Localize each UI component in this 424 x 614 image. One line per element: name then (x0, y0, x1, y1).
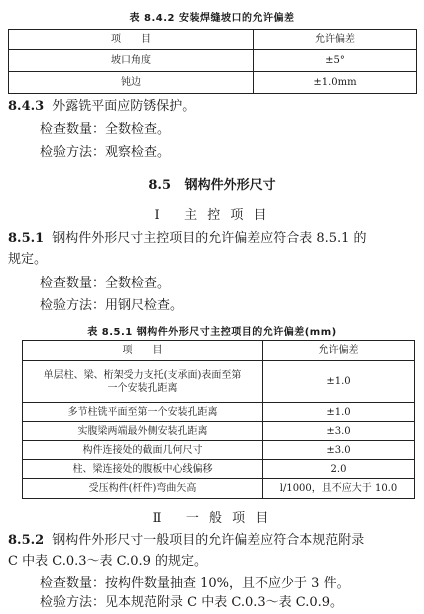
table-row (23, 479, 415, 499)
section-heading (0, 175, 424, 197)
row-item: 实腹梁两端最外侧安装孔距离 (23, 422, 263, 441)
part-title: 主 控 项 目 (184, 208, 270, 223)
clause-text: 钢构件外形尺寸一般项目的允许偏差应符合本规范附录 (52, 533, 365, 548)
row-tolerance: ±3.0 (263, 422, 415, 441)
clause-number: 8.4.3 (8, 99, 45, 114)
clause-851 (8, 228, 416, 250)
clause-number: 8.5.1 (8, 231, 45, 246)
clause-852-check-method: 检验方法：见本规范附录 C 中表 C.0.3～表 C.0.9。 (40, 595, 344, 610)
table-row (9, 50, 417, 72)
table-851-caption: 表 8.5.1 钢构件外形尺寸主控项目的允许偏差(mm) (87, 327, 337, 338)
row-item: 单层柱、梁、桁架受力支托(支承面)表面至第一个安装孔距离 (23, 361, 263, 403)
table-row (9, 72, 417, 94)
part-numeral: Ⅱ (152, 511, 165, 526)
table-row (23, 441, 415, 460)
table-row (23, 361, 415, 403)
section-number: 8.5 (148, 178, 172, 193)
table-row (23, 460, 415, 479)
table-842 (8, 29, 417, 94)
header-tolerance: 允许偏差 (263, 341, 415, 361)
header-tolerance: 允许偏差 (254, 30, 417, 50)
clause-843-check-method: 检验方法：观察检查。 (40, 145, 171, 160)
row-item: 多节柱铣平面至第一个安装孔距离 (23, 403, 263, 422)
row-item: 柱、梁连接处的腹板中心线偏移 (23, 460, 263, 479)
clause-852 (8, 530, 416, 552)
clause-852-check-quantity: 检查数量：按构件数量抽查 10%，且不应少于 3 件。 (40, 576, 350, 591)
table-header-row (9, 30, 417, 50)
part-heading (0, 508, 424, 530)
part-title: 一 般 项 目 (185, 511, 272, 526)
row-item: 构件连接处的截面几何尺寸 (23, 441, 263, 460)
clause-text: 钢构件外形尺寸主控项目的允许偏差应符合表 8.5.1 的 (52, 231, 367, 246)
row-item: 坡口角度 (9, 50, 254, 72)
table-row (23, 422, 415, 441)
row-tolerance: ±1.0mm (254, 72, 417, 94)
clause-843-check-quantity: 检查数量：全数检查。 (40, 122, 171, 137)
clause-851-continued: 规定。 (8, 252, 48, 267)
clause-851-check-quantity: 检查数量：全数检查。 (40, 276, 171, 291)
row-tolerance: 2.0 (263, 460, 415, 479)
header-item: 项 目 (23, 341, 263, 361)
row-tolerance: ±3.0 (263, 441, 415, 460)
section-title: 钢构件外形尺寸 (184, 178, 276, 193)
row-tolerance: l/1000，且不应大于 10.0 (263, 479, 415, 499)
table-842-caption: 表 8.4.2 安装焊缝坡口的允许偏差 (129, 13, 295, 24)
clause-851-check-method: 检验方法：用钢尺检查。 (40, 298, 184, 313)
row-tolerance: ±5° (254, 50, 417, 72)
clause-text: 外露铣平面应防锈保护。 (52, 99, 196, 114)
row-tolerance: ±1.0 (263, 403, 415, 422)
part-heading (0, 205, 424, 227)
table-row (23, 403, 415, 422)
row-item: 钝边 (9, 72, 254, 94)
row-tolerance: ±1.0 (263, 361, 415, 403)
table-851 (22, 340, 415, 499)
clause-843 (8, 96, 416, 118)
header-item: 项 目 (9, 30, 254, 50)
clause-number: 8.5.2 (8, 533, 45, 548)
table-header-row (23, 341, 415, 361)
clause-852-continued: C 中表 C.0.3～表 C.0.9 的规定。 (8, 554, 208, 569)
part-numeral: Ⅰ (154, 208, 163, 223)
row-item: 受压构件(杆件)弯曲矢高 (23, 479, 263, 499)
